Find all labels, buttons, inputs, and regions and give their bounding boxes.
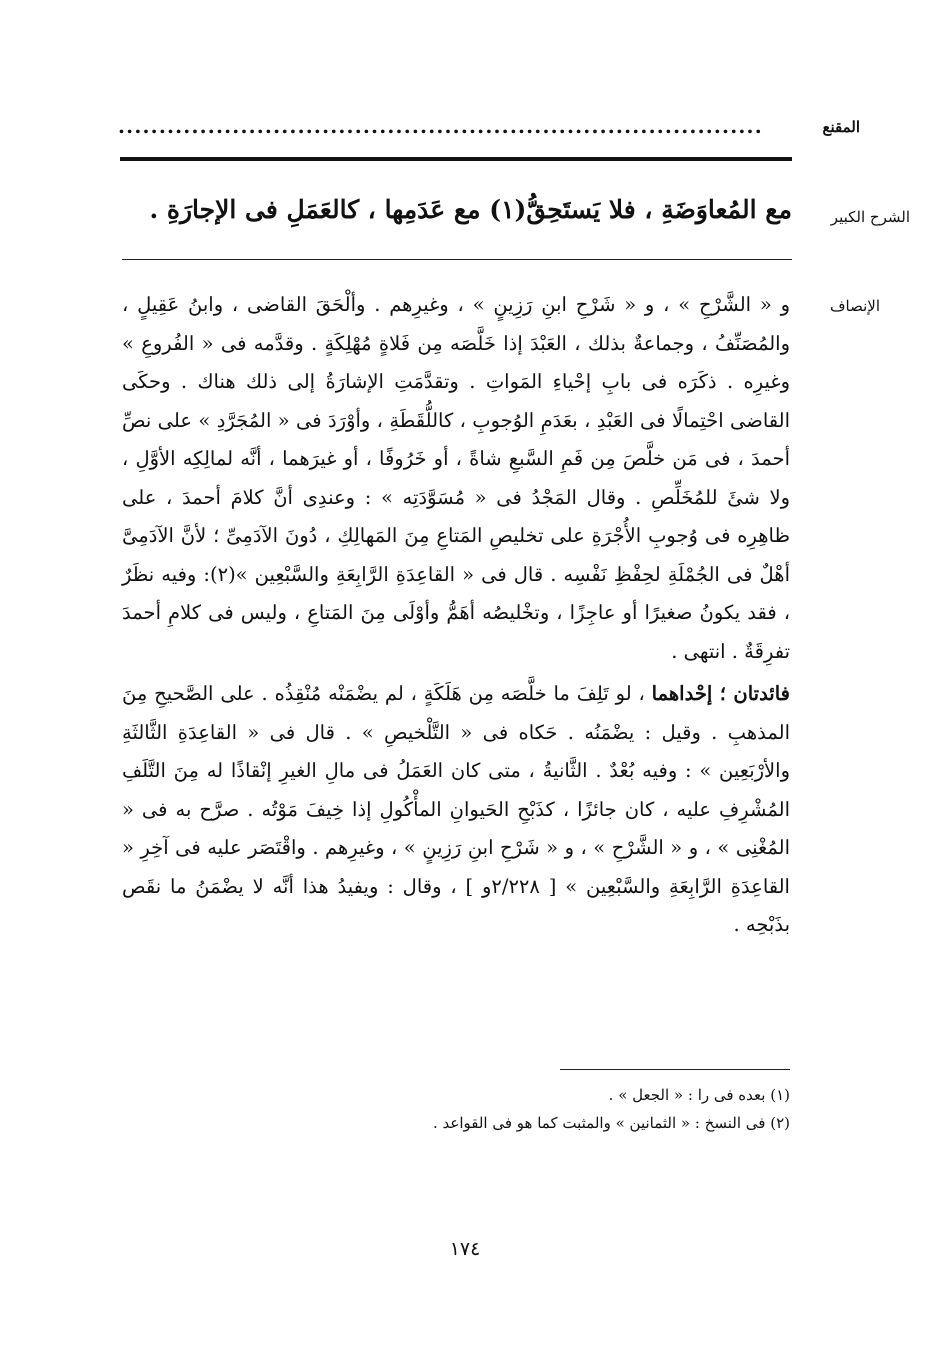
header-dot-leader: ............................................................................... — [118, 118, 763, 138]
insaf-paragraph-2 — [122, 675, 790, 945]
header-rule — [120, 157, 792, 161]
insaf-margin-label: الإنصاف — [829, 297, 880, 315]
footnote-rule — [560, 1069, 790, 1070]
footnotes — [300, 1081, 790, 1137]
footnote-2: (٢) فى النسخ : « الثمانين » والمثبت كما هو فى القواعد . — [432, 1114, 790, 1132]
footnote-1: (١) بعده فى را : « الجعل » . — [608, 1086, 790, 1104]
section-divider — [122, 259, 792, 260]
paragraph-lead-heading: فائدتان ؛ إحْداهما — [651, 682, 790, 705]
insaf-commentary — [122, 286, 790, 945]
sharh-text: مع المُعاوَضَةِ ، فلا يَستَحِقُّ(١) مع عَدَمِها ، كالعَمَلِ فى الإجارَةِ . — [149, 195, 792, 224]
insaf-paragraph-1: و « الشَّرْحِ » ، و « شَرْحِ ابنِ رَزِينٍ » ، وغيرِهم . وألْحَقَ القاضى ، وابنُ عَقِيلٍ ، والمُصَنِّفُ ، وجماعةٌ بذلك ، العَبْدَ إذا خَلَّصَه مِن فَلاةٍ مُهْلِكَةٍ . وقدَّمه فى « الفُروعِ » وغيرِه . ذكَرَه فى بابِ إحْياءِ المَواتِ . وتقدَّمَتِ الإشارَةُ إلى ذلك هناك . وحكَى القاضى احْتِمالًا فى العَبْدِ ، بعَدَمِ الوُجوبِ ، كاللُّقَطَةِ ، وأوْرَدَ فى « المُجَرَّدِ » على نصِّ أحمدَ ، فى مَن خلَّصَ مِن فَمِ السَّبعِ شاةً ، أو خَرُوفًا ، أو غيرَهما ، أنَّه لمالِكِه الأوَّلِ ، ولا شئَ للمُخَلِّصِ . وقال المَجْدُ فى « مُسَوَّدَتِه » : وعندِى أنَّ كلامَ أحمدَ ، على ظاهِرِه فى وُجوبِ الأُجْرَةِ على تخليصِ المَتاعِ مِنَ المَهالِكِ ، دُونَ الآدَمِىِّ ؛ لأنَّ الآدَمِىَّ أهْلٌ فى الجُمْلَةِ لحِفْظِ نَفْسِه . قال فى « القاعِدَةِ الرَّابِعَةِ والسَّبْعِين »(٢): وفيه نظَرٌ ، فقد يكونُ صغيرًا أو عاجِزًا ، وتخْليصُه أهَمُّ وأوْلَى مِنَ المَتاعِ ، وليس فى كلامِ أحمدَ تفرِقَةٌ . انتهى . — [122, 293, 790, 663]
running-header-title: المقنع — [822, 118, 860, 136]
paragraph-2-body: ، لو تَلِفَ ما خلَّصَه مِن هَلَكَةٍ ، لم يضْمَنْه مُنْقِذُه . على الصَّحيحِ مِنَ المذهبِ . وقيل : يضْمَنُه . حَكاه فى « التَّلْخيصِ » . قال فى « القاعِدَةِ الثَّالثَةِ والأرْبَعِين » : وفيه بُعْدٌ . الثَّانيةُ ، متى كان العَمَلُ فى مالِ الغيرِ إنْقاذًا له مِنَ التَّلَفِ المُشْرِفِ عليه ، كان جائزًا ، كذَبْحِ الحَيوانِ المأْكُولِ إذا خِيفَ مَوْتُه . صرَّح به فى « المُغْنِى » ، و « الشَّرْحِ » ، و « شَرْحِ ابنِ رَزِينٍ » ، وغيرِهم . واقْتَصَر عليه فى آخِرِ « القاعِدَةِ الرَّابِعَةِ والسَّبْعِين » [ ٢/٢٢٨و ] ، وقال : ويفيدُ هذا أنَّه لا يضْمَنُ ما نقَص بذَبْحِه . — [122, 682, 790, 936]
sharh-margin-label: الشرح الكبير — [830, 208, 910, 226]
page-number: ١٧٤ — [449, 1238, 481, 1260]
